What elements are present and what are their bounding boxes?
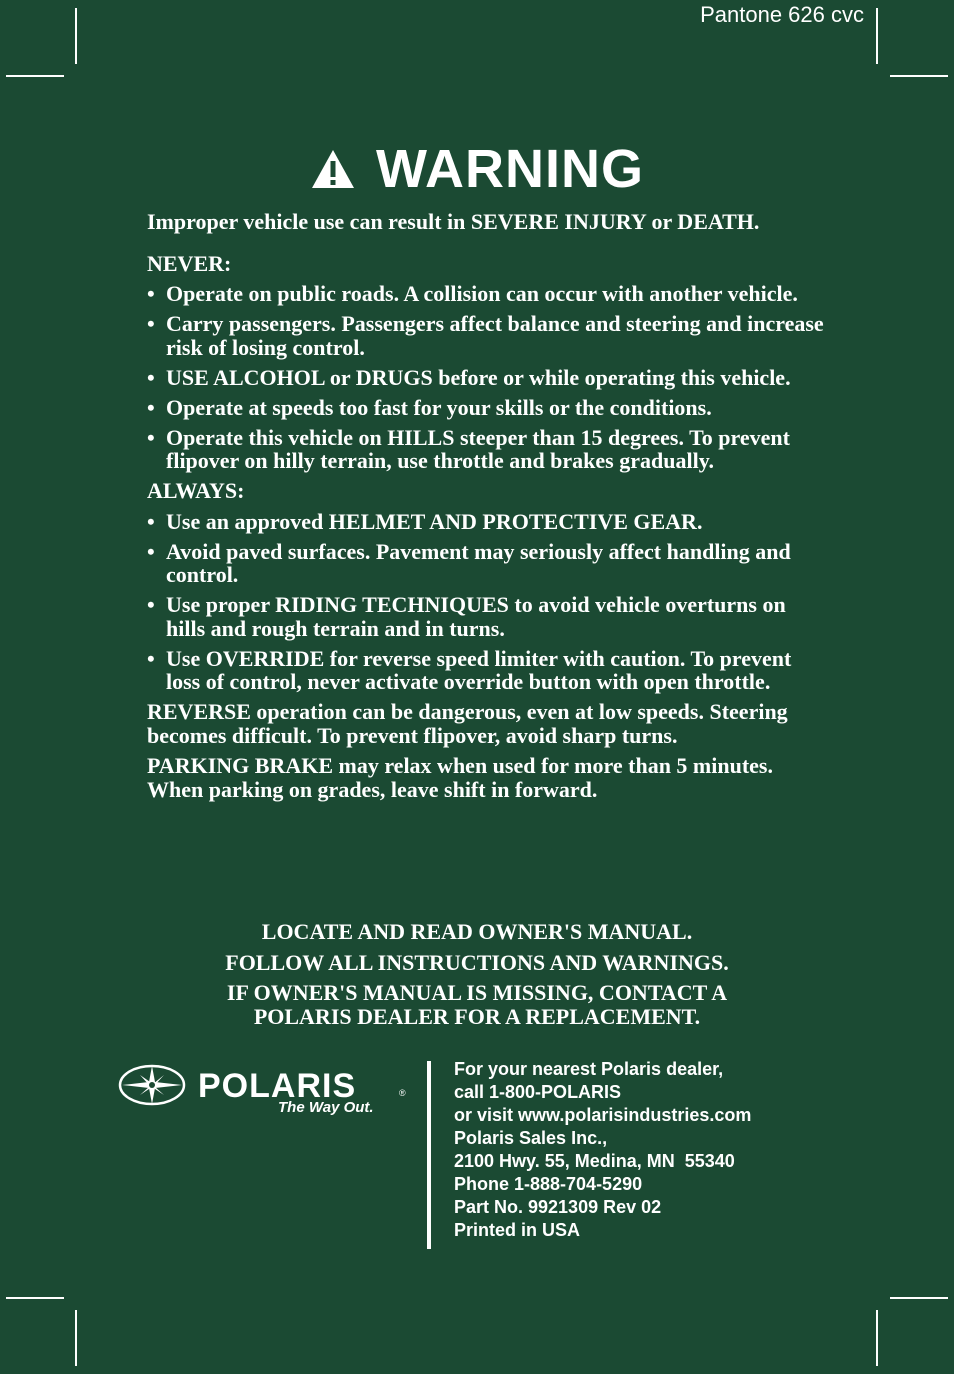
- list-item: • USE ALCOHOL or DRUGS before or while operating this vehicle.: [147, 366, 827, 390]
- contact-line: Polaris Sales Inc.,: [454, 1128, 608, 1148]
- crop-mark: [6, 75, 64, 77]
- crop-mark: [890, 75, 948, 77]
- polaris-logo: [118, 1062, 418, 1122]
- crop-mark: [890, 1297, 948, 1299]
- list-item: • Avoid paved surfaces. Pavement may seriously affect handling and control.: [147, 540, 827, 587]
- always-list: [147, 510, 827, 694]
- crop-mark: [876, 8, 878, 64]
- list-item: • Operate on public roads. A collision can occur with another vehicle.: [147, 282, 827, 306]
- contact-line: Phone 1-888-704-5290: [454, 1174, 643, 1194]
- intro-text: Improper vehicle use can result in SEVERE INJURY or DEATH.: [147, 209, 760, 234]
- contact-line: For your nearest Polaris dealer,: [454, 1059, 724, 1079]
- parking-brake-note: PARKING BRAKE may relax when used for more than 5 minutes. When parking on grades, leave shift in forward.: [147, 753, 773, 802]
- polaris-star-logo-icon: [120, 1066, 184, 1104]
- polaris-tagline: The Way Out.: [278, 1099, 374, 1116]
- never-list: [147, 282, 827, 473]
- instruction-line: LOCATE AND READ OWNER'S MANUAL.: [261, 919, 693, 944]
- polaris-wordmark: POLARIS: [198, 1067, 357, 1105]
- manual-instructions: [0, 920, 954, 1035]
- divider: [427, 1061, 431, 1249]
- contact-line: call 1-800-POLARIS: [454, 1082, 622, 1102]
- contact-line: or visit www.polarisindustries.com: [454, 1105, 752, 1125]
- warning-body: [147, 210, 827, 808]
- list-item: • Operate at speeds too fast for your skills or the conditions.: [147, 396, 827, 420]
- contact-info: [454, 1058, 751, 1242]
- warning-triangle-icon: [310, 139, 376, 199]
- warning-heading: [0, 138, 954, 200]
- registered-mark: ®: [399, 1088, 406, 1098]
- list-item: • Use OVERRIDE for reverse speed limiter with caution. To prevent loss of control, never activate override button with open throttle.: [147, 647, 827, 694]
- pantone-mark: Pantone 626 cvc: [700, 2, 864, 27]
- list-item: • Use proper RIDING TECHNIQUES to avoid vehicle overturns on hills and rough terrain and in turns.: [147, 593, 827, 640]
- crop-mark: [75, 1310, 77, 1366]
- reverse-note: REVERSE operation can be dangerous, even at low speeds. Steering becomes difficult. To prevent flipover, avoid sharp turns.: [147, 699, 788, 748]
- contact-line: 2100 Hwy. 55, Medina, MN 55340: [454, 1151, 735, 1171]
- instruction-line: IF OWNER'S MANUAL IS MISSING, CONTACT A POLARIS DEALER FOR A REPLACEMENT.: [226, 980, 728, 1029]
- crop-mark: [6, 1297, 64, 1299]
- list-item: • Operate this vehicle on HILLS steeper than 15 degrees. To prevent flipover on hilly terrain, use throttle and brakes gradually.: [147, 426, 827, 473]
- never-label: NEVER:: [147, 250, 232, 276]
- list-item: • Carry passengers. Passengers affect balance and steering and increase risk of losing control.: [147, 312, 827, 359]
- instruction-line: FOLLOW ALL INSTRUCTIONS AND WARNINGS.: [225, 949, 729, 975]
- warning-title: WARNING: [376, 139, 644, 199]
- always-label: ALWAYS:: [147, 478, 245, 503]
- crop-mark: [75, 8, 77, 64]
- contact-line: Part No. 9921309 Rev 02: [454, 1197, 662, 1217]
- list-item: • Use an approved HELMET AND PROTECTIVE GEAR.: [147, 510, 827, 534]
- crop-mark: [876, 1310, 878, 1366]
- contact-line: Printed in USA: [454, 1220, 581, 1240]
